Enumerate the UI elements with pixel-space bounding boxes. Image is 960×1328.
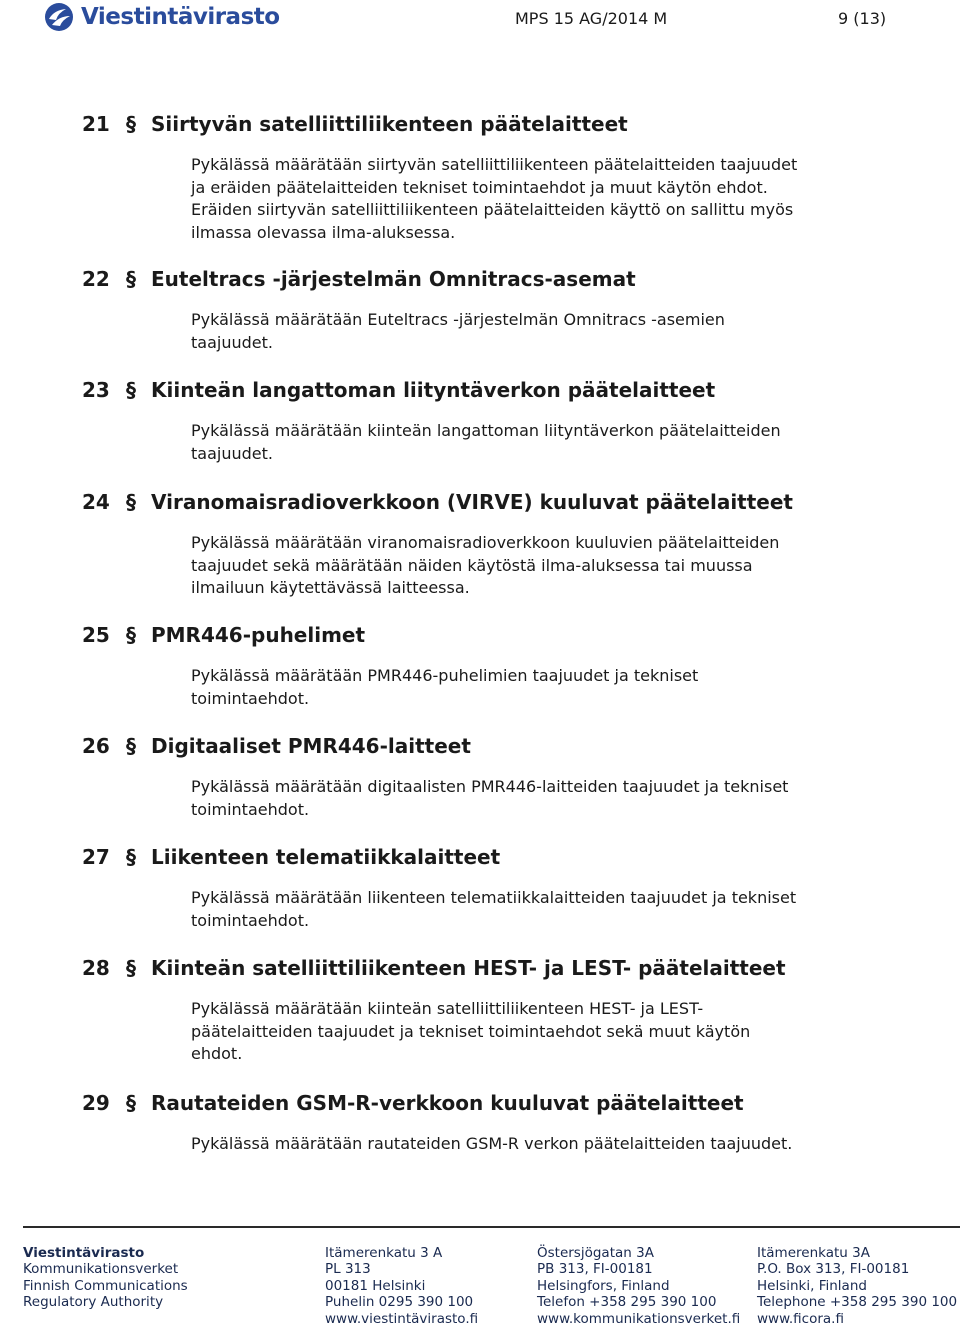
section-number: 24 [82,490,110,514]
section-heading [0,490,960,518]
section-heading [0,378,960,406]
footer-line: Finnish Communications [23,1277,188,1294]
text-line: ilmassa olevassa ilma-aluksessa. [191,222,456,242]
footer-line: Telephone +358 295 390 100 [757,1294,958,1311]
page-footer [0,1245,960,1328]
section-text [191,309,891,354]
section-title: PMR446-puhelimet [151,623,366,647]
text-line: Pykälässä määrätään kiinteän satelliittiliikenteen HEST- ja LEST- [191,999,704,1018]
logo-emblem-icon [44,2,74,32]
footer-link[interactable]: www.viestintävirasto.fi [325,1310,479,1327]
section-number: 21 [82,112,110,136]
footer-line: Helsinki, Finland [757,1277,867,1294]
section-number: 28 [82,956,110,980]
text-line: taajuudet. [191,443,273,463]
footer-line: Puhelin 0295 390 100 [325,1294,474,1311]
section-number: 22 [82,267,110,291]
section-title: Digitaaliset PMR446-laitteet [151,734,471,758]
section-title: Kiinteän langattoman liityntäverkon päätelaitteet [151,378,716,402]
section-text [191,998,891,1066]
text-line: ilmailuun käytettävässä laitteessa. [191,578,470,597]
section-sign: § [126,623,136,647]
footer-line: Itämerenkatu 3 A [325,1245,443,1261]
section-sign: § [126,267,136,291]
text-line: Pykälässä määrätään kiinteän langattoman liityntäverkon päätelaitteiden [191,421,781,440]
footer-line: PL 313 [325,1261,371,1278]
section-sign: § [126,1091,136,1115]
footer-line: Telefon +358 295 390 100 [537,1294,717,1311]
text-line: toimintaehdot. [191,799,310,819]
text-line: ja eräiden päätelaitteiden tekniset toimintaehdot ja muut käytön ehdot. [191,177,768,197]
text-line: päätelaitteiden taajuudet ja tekniset toimintaehdot sekä muut käytön [191,1021,751,1041]
text-line: Eräiden siirtyvän satelliittiliikenteen päätelaitteiden käyttö on sallittu myös [191,200,794,219]
text-line: taajuudet. [191,332,273,352]
section-number: 27 [82,845,110,869]
section-text [191,887,891,932]
section-text [191,154,891,244]
text-line: Pykälässä määrätään PMR446-puhelimien taajuudet ja tekniset [191,666,699,685]
text-line: taajuudet sekä määrätään näiden käytöstä ilma-aluksessa tai muussa [191,555,753,575]
text-line: Pykälässä määrätään liikenteen telematiikkalaitteiden taajuudet ja tekniset [191,888,797,907]
page-number: 9 (13) [838,9,887,28]
logo-text: Viestintävirasto [81,4,280,30]
footer-column-1 [23,1245,188,1311]
footer-line: 00181 Helsinki [325,1277,426,1294]
section-number: 26 [82,734,110,758]
text-line: toimintaehdot. [191,910,310,930]
section-sign: § [126,845,136,869]
footer-line: PB 313, FI-00181 [537,1261,653,1278]
footer-line: Viestintävirasto [23,1245,145,1261]
footer-line: Regulatory Authority [23,1294,164,1311]
page-header [0,0,960,40]
section-title: Rautateiden GSM-R-verkkoon kuuluvat päätelaitteet [151,1091,744,1115]
section-heading [0,956,960,984]
section-sign: § [126,490,136,514]
document-id: MPS 15 AG/2014 M [515,9,668,28]
footer-line: Helsingfors, Finland [537,1277,670,1294]
section-text [191,665,891,710]
text-line: Pykälässä määrätään Euteltracs -järjestelmän Omnitracs -asemien [191,310,725,329]
section-title: Euteltracs -järjestelmän Omnitracs-asemat [151,267,636,291]
section-title: Siirtyvän satelliittiliikenteen päätelaitteet [151,112,628,136]
section-text [191,532,891,600]
section-text [191,1133,891,1156]
text-line: ehdot. [191,1044,243,1063]
section-heading [0,734,960,762]
section-sign: § [126,112,136,136]
section-text [191,420,891,465]
footer-column-2 [325,1245,478,1327]
section-title: Viranomaisradioverkkoon (VIRVE) kuuluvat päätelaitteet [151,490,793,514]
logo [44,2,280,32]
section-heading [0,845,960,873]
section-sign: § [126,734,136,758]
text-line: Pykälässä määrätään rautateiden GSM-R verkon päätelaitteiden taajuudet. [191,1134,793,1153]
text-line: Pykälässä määrätään siirtyvän satelliittiliikenteen päätelaitteiden taajuudet [191,155,798,174]
section-heading [0,112,960,140]
section-number: 25 [82,623,110,647]
section-sign: § [126,956,136,980]
footer-line: Kommunikationsverket [23,1261,179,1278]
footer-line: Itämerenkatu 3A [757,1245,870,1261]
text-line: Pykälässä määrätään viranomaisradioverkkoon kuuluvien päätelaitteiden [191,533,780,552]
section-title: Liikenteen telematiikkalaitteet [151,845,501,869]
section-title: Kiinteän satelliittiliikenteen HEST- ja LEST- päätelaitteet [151,956,786,980]
footer-divider [23,1226,960,1228]
section-number: 29 [82,1091,110,1115]
footer-line: P.O. Box 313, FI-00181 [757,1261,910,1278]
footer-link[interactable]: www.kommunikationsverket.fi [537,1310,741,1327]
section-heading [0,1091,960,1119]
footer-line: Östersjögatan 3A [537,1245,654,1261]
section-heading [0,267,960,295]
footer-link[interactable]: www.ficora.fi [757,1310,844,1327]
text-line: toimintaehdot. [191,688,310,708]
section-sign: § [126,378,136,402]
text-line: Pykälässä määrätään digitaalisten PMR446-laitteiden taajuudet ja tekniset [191,777,789,796]
section-heading [0,623,960,651]
footer-column-3 [537,1245,740,1327]
footer-column-4 [757,1245,957,1327]
section-text [191,776,891,821]
section-number: 23 [82,378,110,402]
